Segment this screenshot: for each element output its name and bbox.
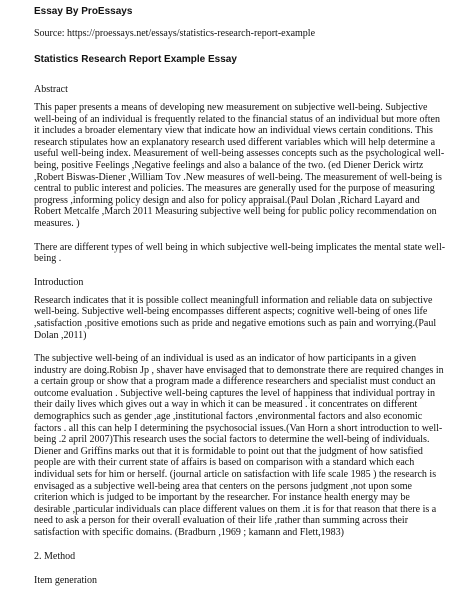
source-line: Source: https://proessays.net/essays/statistics-research-report-example <box>34 28 316 39</box>
section-heading-introduction: Introduction <box>34 276 84 288</box>
brand-header: Essay By ProEssays <box>34 6 133 17</box>
section-heading-abstract: Abstract <box>34 84 68 95</box>
essay-title: Statistics Research Report Example Essay <box>34 54 237 65</box>
introduction-paragraph-1: Research indicates that it is possible collect meaningfull information and reliable data on subjective well-being. Subjective well-being encompasses different aspects; cognitive well-being of ones life ,satisfaction ,positive emotions such as pride and negative emotions such as pain and worrying.(Paul Dolan ,2011) <box>34 294 437 341</box>
section-heading-method: 2. Method <box>34 550 76 562</box>
abstract-paragraph-2: There are different types of well being in which subjective well-being implicates the mental state well-being . <box>34 241 446 265</box>
document-page <box>34 6 446 593</box>
abstract-paragraph-1: This paper presents a means of developing new measurement on subjective well-being. Subjective well-being of an individual is frequently related to the financial status of an individual but more often it includes a broader elementary view that indicate how an individual views certain conditions. This research stipulates how an explanatory research used different variables which will help determine a useful well-being index. Measurement of well-being assesses concepts such as the psychological well-being, positive Feelings ,Negative feelings and also a balance of the two. (ed Diener Derick wirtz ,Robert Biswas-Diener ,William Tov .New measures of well-being. The measurement of well-being is central to public interest and policies. The measures are generally used for the purpose of measuring progress ,informing policy design and also for policy appraisal.(Paul Dolan ,Richard Layard and Robert Metcalfe ,March 2011 Measuring subjective well being for public policy recommendation on measures. ) <box>34 102 445 229</box>
section-heading-item-generation: Item generation <box>34 574 98 586</box>
introduction-paragraph-2: The subjective well-being of an individual is used as an indicator of how participants in a given industry are doing.Robisn Jp , shaver have envisaged that to demonstrate there are required changes in a certain group or show that a program made a difference researchers and specialist must conduct an outcome evaluation . Subjective well-being captures the level of happiness that individual portray in their daily lives which gives out a way in which it can be measured . it concentrates on different demographics such as gender ,age ,institutional factors ,environmental factors and also economic factors . all this can help I determining the psychosocial issues.(Van Horn a short introduction to well-being .2 april 2007)This research uses the social factors to determine the well-being of individuals. Diener and Griffins marks out that it is formidable to point out that the judgment of how satisfied people are with their current state of affairs is based on comparison with a standard which each individual sets for him or herself. (journal article on satisfaction with life scale 1985 ) the research is envisaged as a subjective well-being area that centers on the persons judgment ,not upon some criterion which is judged to be important by the researcher. For instance health energy may be desirable ,particular individuals can place different values on them .it is for that reason that there is a need to ask a person for their overall evaluation of their life ,rather than summing across their satisfaction with specific domains. (Bradburn ,1969 ; kamann and Flett,1983) <box>34 353 444 538</box>
